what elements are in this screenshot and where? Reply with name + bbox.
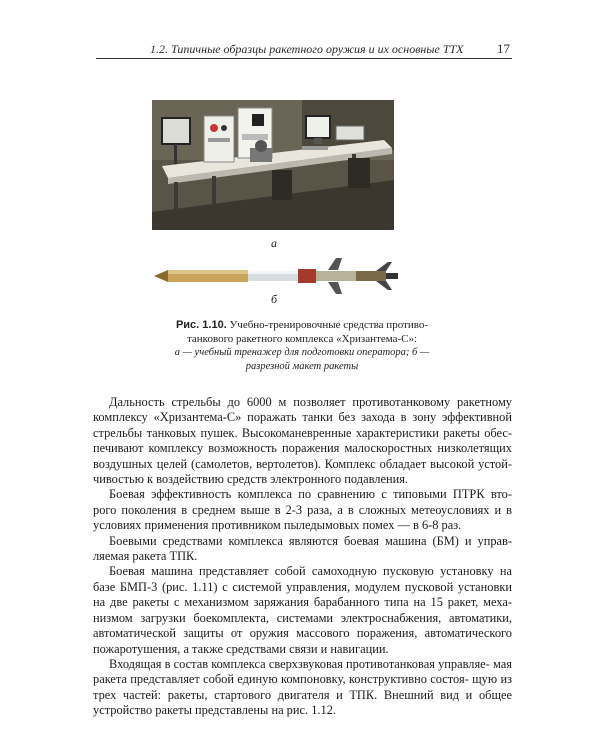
figure-title-line-2: танкового ракетного комплекса «Хризантема-С»: (186, 333, 418, 345)
simulator-photo (152, 100, 394, 230)
figure-letter-b: б (271, 292, 278, 306)
body-text (93, 395, 512, 719)
paragraph-firing-range: Дальность стрельбы до 6000 м позволяет противотанковому ракетному комплексу «Хризантема-С» поражать танки без захода в зону эффективной стрельбы танковых пушек. Высокоманевренные характеристики ракеты обес- печивают комплексу возможность поражения малоскоростных низколетящих воздушных целей (самолетов, вертолетов). Комплекс обладает высокой устой- чивостью к воздействию средств электронного подавления. (93, 395, 512, 487)
paragraph-missile: Входящая в состав комплекса сверхзвуковая противотанковая управляе- мая ракета представляет собой единую компоновку, конструктивно состоя- щую из трех частей: ракеты, стартового двигателя и ТПК. Внешний вид и общее устройство ракеты представлены на рис. 1.12. (93, 656, 512, 718)
page-number: 17 (497, 41, 510, 56)
running-header-title: 1.2. Типичные образцы ракетного оружия и их основные ТТХ (150, 42, 464, 56)
header-divider (96, 58, 512, 59)
figure-number: Рис. 1.10. (175, 319, 227, 331)
figure-subcaption-line-2: разрезной макет ракеты (245, 361, 359, 372)
figure-caption (132, 318, 472, 374)
paragraph-combat-vehicle: Боевая машина представляет собой самоходную пусковую установку на базе БМП-3 (рис. 1.11) с системой управления, модулем пусковой установки на две ракеты с механизмом заряжания барабанного типа на 15 ракет, меха- низмом загрузки боекомплекта, системами электроснабжения, автоматики, автоматической защиты от оружия массового поражения, автоматического пожаротушения, а также средствами связи и навигации. (93, 564, 512, 656)
figure-title-line-1: Учебно-тренировочные средства противо- (229, 319, 429, 331)
paragraph-combat-assets: Боевыми средствами комплекса являются боевая машина (БМ) и управ- ляемая ракета ТПК. (93, 533, 512, 564)
paragraph-combat-effectiveness: Боевая эффективность комплекса по сравнению с типовыми ПТРК вто- рого поколения в среднем выше в 2-3 раза, а в сложных метеоусловиях и в условиях применения противником пыледымовых помех — в 6-8 раз. (93, 487, 512, 533)
figure-letter-a: а (271, 236, 277, 250)
missile-cutaway-illustration (152, 256, 402, 296)
figure-subcaption-line-1: а — учебный тренажер для подготовки оператора; б — (174, 347, 430, 358)
